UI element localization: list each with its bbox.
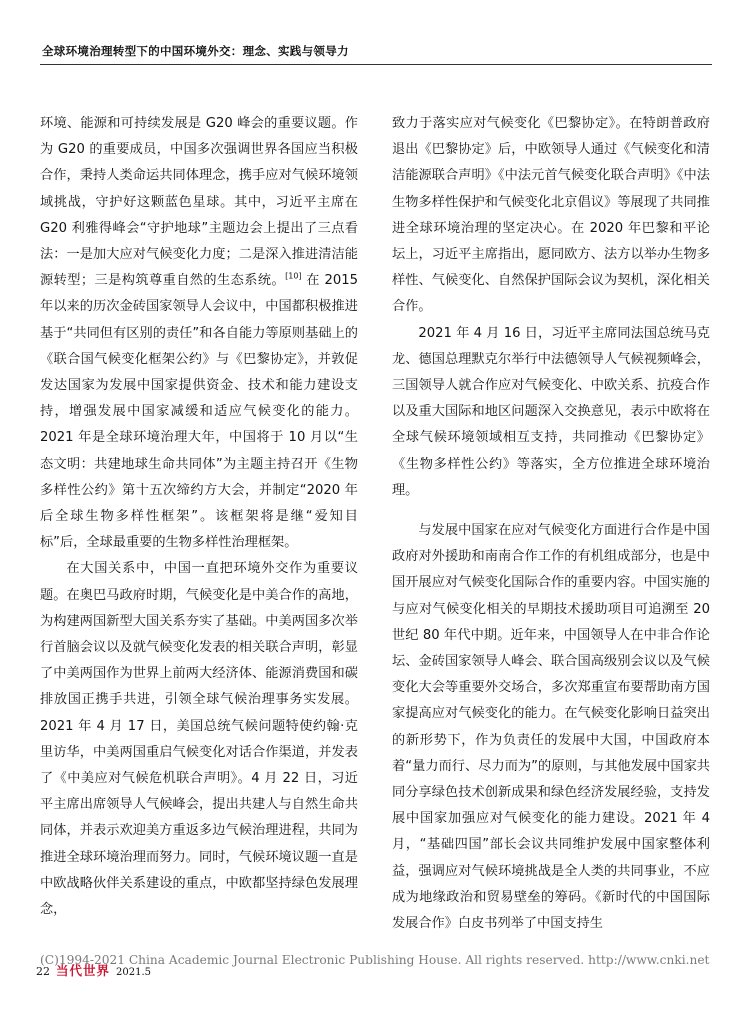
header-rule <box>40 64 712 65</box>
paragraph-1-text-b: 在 2015 年以来的历次金砖国家领导人会议中，中国都积极推进基于“共同但有区别的责任”和各自能力等原则基础上的《联合国气候变化框架公约》与《巴黎协定》，并敦促发达国家为发展中国家提供资金、技术和能力建设支持，增强发展中国家减缓和适应气候变化的能力。2021 年是全球环境治理大年，中国将于 10 月以“生态文明：共建地球生命共同体”为主题主持召开《生物多样性公约》第十五次缔约方大会，并制定“2020 年后全球生物多样性框架”。该框架将是继“爱知目标”后，全球最重要的生物多样性治理框架。 <box>40 273 359 551</box>
paragraph-3: 致力于落实应对气候变化《巴黎协定》。在特朗普政府退出《巴黎协定》后，中欧领导人通过《气候变化和清洁能源联合声明》《中法元首气候变化联合声明》《中法生物多样性保护和气候变化北京倡议》等展现了共同推进全球环境治理的坚定决心。在 2020 年巴黎和平论坛上，习近平主席指出，愿同欧方、法方以举办生物多样性、气候变化、自然保护国际会议为契机，深化相关合作。 <box>392 116 710 315</box>
paragraph-4: 2021 年 4 月 16 日，习近平主席同法国总统马克龙、德国总理默克尔举行中法德领导人气候视频峰会，三国领导人就合作应对气候变化、中欧关系、抗疫合作以及重大国际和地区问题深入交换意见，表示中欧将在全球气候环境领域相互支持，共同推动《巴黎协定》《生物多样性公约》等落实，全方位推进全球环境治理。 <box>392 325 710 498</box>
paragraph-5: 与发展中国家在应对气候变化方面进行合作是中国政府对外援助和南南合作工作的有机组成部分，也是中国开展应对气候变化国际合作的重要内容。中国实施的与应对气候变化相关的早期技术援助项目可追溯至 20 世纪 80 年代中期。近年来，中国领导人在中非合作论坛、金砖国家领导人峰会、联合国高级别会议以及气候变化大会等重要外交场合，多次郑重宣布要帮助南方国家提高应对气候变化的能力。在气候变化影响日益突出的新形势下，作为负责任的发展中大国，中国政府本着“量力而行、尽力而为”的原则，与其他发展中国家共同分享绿色技术创新成果和绿色经济发展经验，支持发展中国家加强应对气候变化的能力建设。2021 年 4 月，“基础四国”部长会议共同维护发展中国家整体利益，强调应对气候环境挑战是全人类的共同事业，不应成为地缘政治和贸易壁垒的筹码。《新时代的中国国际发展合作》白皮书列举了中国支持生 <box>392 523 710 932</box>
paragraph-2: 在大国关系中，中国一直把环境外交作为重要议题。在奥巴马政府时期，气候变化是中美合作的高地，为构建两国新型大国关系夯实了基础。中美两国多次举行首脑会议以及就气候变化发表的相关联合声明，彰显了中美两国作为世界上前两大经济体、能源消费国和碳排放国正携手共进，引领全球气候治理事务实发展。2021 年 4 月 17 日，美国总统气候问题特使约翰·克里访华，中美两国重启气候变化对话合作渠道，并发表了《中美应对气候危机联合声明》。4 月 22 日，习近平主席出席领导人气候峰会，提出共建人与自然生命共同体，并表示欢迎美方重返多边气候治理进程，共同为推进全球环境治理而努力。同时，气候环境议题一直是中欧战略伙伴关系建设的重点，中欧都坚持绿色发展理念， <box>40 561 358 918</box>
paragraph-1-text-a: 环境、能源和可持续发展是 G20 峰会的重要议题。作为 G20 的重要成员，中国多次强调世界各国应当积极合作，秉持人类命运共同体理念，携手应对气候环境领域挑战，守护好这颗蓝色星球。其中，习近平主席在 G20 利雅得峰会“守护地球”主题边会上提出了三点看法：一是加大应对气候变化力度；二是深入推进清洁能源转型；三是构筑尊重自然的生态系统。 <box>40 116 358 289</box>
page-number: 22 <box>36 965 50 978</box>
issue-number: 2021.5 <box>116 967 152 978</box>
journal-logo: 当代世界 <box>56 963 111 978</box>
right-column <box>392 111 710 937</box>
page-footer <box>36 961 151 979</box>
reference-10[interactable]: [10] <box>285 271 302 281</box>
copyright-notice: (C)1994-2021 China Academic Journal Electronic Publishing House. All rights reserved. http://www.cnki.net <box>40 953 710 967</box>
paragraph-1 <box>40 111 358 556</box>
left-column <box>40 111 358 923</box>
running-title: 全球环境治理转型下的中国环境外交：理念、实践与领导力 <box>42 44 349 58</box>
